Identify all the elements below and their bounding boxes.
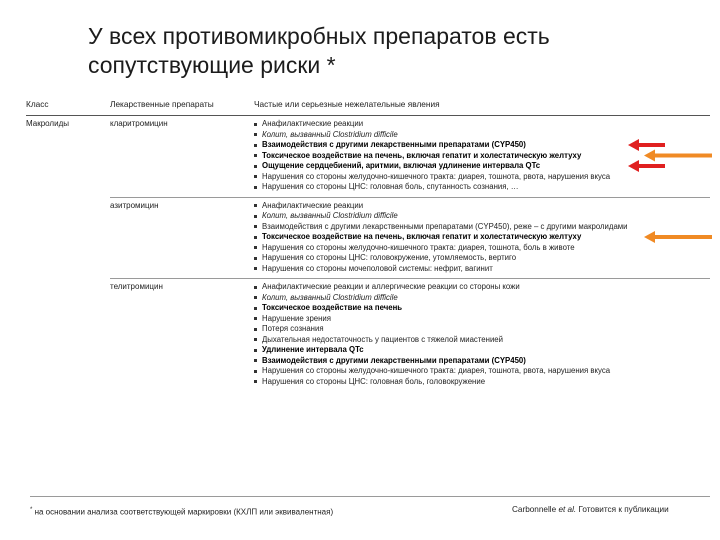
drug-name: азитромицин [110,200,159,210]
table-row [26,116,710,197]
table-row [26,198,710,279]
list-item: Взаимодействия с другими лекарственными препаратами (CYP450) [254,356,712,367]
list-item: Токсическое воздействие на печень, включая гепатит и холестатическую желтуху [254,232,712,243]
list-item: Взаимодействия с другими лекарственными препаратами (CYP450), реже – с другими макролидами [254,222,712,233]
list-item: Дыхательная недостаточность у пациентов с тяжелой миастенией [254,335,712,346]
footnote [30,507,333,517]
adverse-effects-table [26,99,710,391]
adverse-effects-list [254,116,712,197]
list-item: Колит, вызванный Clostridium difficile [254,211,712,222]
list-item: Ощущение сердцебиений, аритмии, включая удлинение интервала QTc [254,161,712,172]
list-item: Колит, вызванный Clostridium difficile [254,130,712,141]
citation [512,505,669,514]
citation-rest: Готовится к публикации [578,505,669,514]
table-body [26,116,710,391]
drug-name: кларитромицин [110,119,168,128]
header-class: Класс [26,99,49,109]
list-item: Анафилактические реакции [254,119,712,130]
table-row [26,279,710,391]
drug-class: Макролиды [26,119,69,128]
page-title: У всех противомикробных препаратов есть сопутствующие риски * [88,23,550,78]
footnote-text: на основании анализа соответствующей маркировки (КХЛП или эквивалентная) [34,507,334,517]
drug-name: телитромицин [110,282,163,291]
list-item: Нарушения со стороны ЦНС: головная боль, спутанность сознания, … [254,182,712,193]
header-effects: Частые или серьезные нежелательные явления [254,99,440,109]
list-item: Анафилактические реакции [254,201,712,212]
list-item: Нарушение зрения [254,314,712,325]
list-item: Нарушения со стороны ЦНС: головная боль, головокружение [254,377,712,388]
list-item: Потеря сознания [254,324,712,335]
list-item: Нарушения со стороны желудочно-кишечного тракта: диарея, тошнота, рвота, нарушения вкуса [254,172,712,183]
citation-author: Carbonnelle [512,505,557,514]
list-item: Нарушения со стороны желудочно-кишечного тракта: диарея, тошнота, рвота, нарушения вкуса [254,366,712,377]
citation-etal: et al. [558,505,577,514]
list-item: Токсическое воздействие на печень, включая гепатит и холестатическую желтуху [254,151,712,162]
adverse-effects-list [254,279,712,391]
list-item: Нарушения со стороны ЦНС: головокружение, утомляемость, вертиго [254,253,712,264]
list-item: Нарушения со стороны мочеполовой системы: нефрит, вагинит [254,264,712,275]
list-item: Колит, вызванный Clostridium difficile [254,293,712,304]
adverse-effects-list [254,198,712,279]
header-drugs: Лекарственные препараты [110,99,214,109]
list-item: Нарушения со стороны желудочно-кишечного тракта: диарея, тошнота, боль в животе [254,243,712,254]
list-item: Анафилактические реакции и аллергические реакции со стороны кожи [254,282,712,293]
list-item: Взаимодействия с другими лекарственными препаратами (CYP450) [254,140,712,151]
footnote-marker: * [30,507,33,513]
list-item: Удлинение интервала QTc [254,345,712,356]
list-item: Токсическое воздействие на печень [254,303,712,314]
table-header [26,99,710,115]
footer-rule [30,496,710,497]
